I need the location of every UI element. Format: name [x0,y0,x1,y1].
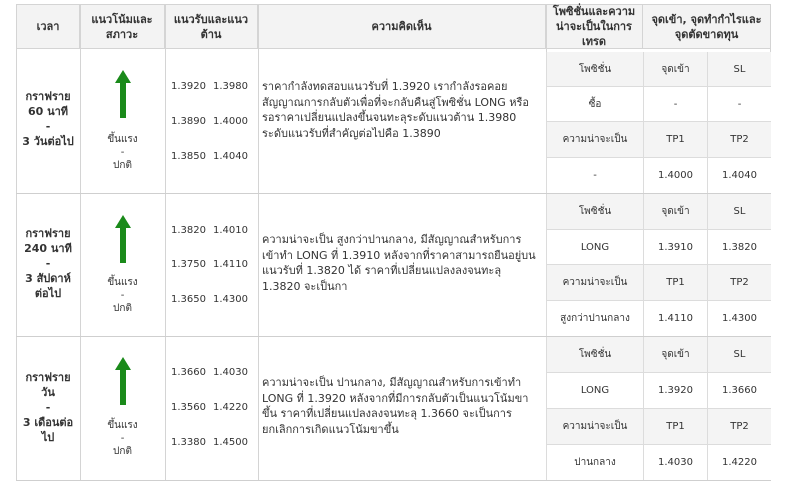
grid-cell: จุดเข้า [643,194,707,230]
time-line: กราฟราย [25,227,71,240]
grid-cell: สูงกว่าปานกลาง [546,301,643,336]
grid-cell: TP1 [643,409,707,445]
trend-strength: ขึ้นแรง [107,277,138,288]
up-arrow-icon [115,357,131,405]
trend-sep: - [120,147,125,158]
up-arrow-icon [115,215,131,263]
grid-cell: 1.3820 [707,230,771,265]
grid-cell: โพซิชั่น [546,337,643,373]
trend-text [80,419,165,458]
trend-sep: - [120,290,125,301]
grid-cell: 1.4030 [643,445,707,480]
header-trend: แนวโน้มและสภาวะ [80,4,165,49]
grid-cell: TP1 [643,265,707,301]
support-level: 1.3750 [171,259,206,270]
resistance-level: 1.4030 [213,367,248,378]
time-line: 60 นาที [27,105,69,118]
trend-text [80,133,165,172]
grid-cell: โพซิชั่น [546,194,643,230]
grid-cell: TP2 [707,409,771,445]
grid-cell: ความน่าจะเป็น [546,122,643,158]
analysis-table [16,4,771,481]
trend-state: ปกติ [113,303,132,314]
support-level: 1.3380 [171,437,206,448]
support-level: 1.3820 [171,225,206,236]
grid-cell: โพซิชั่น [546,52,643,87]
resistance-level: 1.4040 [213,151,248,162]
resistance-level: 1.4110 [213,259,248,270]
grid-cell: 1.4220 [707,445,771,480]
grid-cell: ปานกลาง [546,445,643,480]
trend-text [80,276,165,315]
trend-sep: - [120,433,125,444]
col-divider [165,4,166,481]
comment-text: ความน่าจะเป็น ปานกลาง, มีสัญญาณสำหรับการเข้าทำ LONG ที่ 1.3920 หลังจากที่มีการกลับตัวเป็นแนวโน้มขาขึ้น ราคาที่เปลี่ยนแปลงลงจนทะลุ 1.3660 จะเป็นการยกเลิกการเกิดแนวโน้มขาขึ้น [262,376,529,436]
time-line: 3 เดือนต่อ [22,416,74,429]
grid-cell: LONG [546,373,643,409]
header-time: เวลา [16,4,80,49]
grid-cell: 1.4110 [643,301,707,336]
time-line: ไป [41,431,55,444]
grid-cell: - [546,158,643,193]
resistance-level: 1.4010 [213,225,248,236]
row-time [16,370,80,445]
comment-text: ความน่าจะเป็น สูงกว่าปานกลาง, มีสัญญาณสำหรับการเข้าทำ LONG ที่ 1.3910 หลังจากที่ราคาสามารถยืนอยู่บนแนวรับที่ 1.3820 ได้ ราคาที่เปลี่ยนแปลงลงจนทะลุ 1.3820 จะเป็นกา [262,233,536,293]
grid-cell: ความน่าจะเป็น [546,265,643,301]
resistance-level: 1.4000 [213,116,248,127]
comment-text: ราคากำลังทดสอบแนวรับที่ 1.3920 เรากำลังรอคอยสัญญาณการกลับตัวเพื่อที่จะกลับคืนสู่โพซิชั่น LONG หรือรอราคาเปลี่ยนแปลงขึ้นจนทะลุระดับแนวต้าน 1.3980 ระดับแนวรับที่สำคัญต่อไปคือ 1.3890 [262,80,530,140]
trend-state: ปกติ [113,446,132,457]
grid-cell: จุดเข้า [643,337,707,373]
resistance-level: 1.4300 [213,294,248,305]
grid-cell: TP2 [707,265,771,301]
position-grid [546,194,771,336]
support-level: 1.3890 [171,116,206,127]
grid-cell: 1.3910 [643,230,707,265]
time-line: 3 สัปดาห์ [25,272,71,285]
col-divider [258,4,259,481]
grid-cell: SL [707,194,771,230]
time-line: - [45,257,51,270]
support-level: 1.3650 [171,294,206,305]
grid-cell: SL [707,337,771,373]
resistance-level: 1.3980 [213,81,248,92]
grid-cell: 1.3660 [707,373,771,409]
grid-cell: TP1 [643,122,707,158]
row-time [16,226,80,301]
grid-cell: 1.3920 [643,373,707,409]
time-line: - [45,401,51,414]
row-divider [16,480,771,481]
time-line: กราฟราย [25,90,71,103]
time-line: 240 นาที [24,242,72,255]
row-time [16,89,80,149]
time-line: ต่อไป [34,287,62,300]
support-level: 1.3660 [171,367,206,378]
grid-cell: LONG [546,230,643,265]
up-arrow-icon [115,70,131,118]
resistance-level: 1.4220 [213,402,248,413]
header-targets: จุดเข้า, จุดทำกำไรและจุดตัดขาดทุน [643,4,771,49]
header-position: โพซิชั่นและความน่าจะเป็นในการเทรด [546,4,643,49]
support-level: 1.3850 [171,151,206,162]
resistance-level: 1.4500 [213,437,248,448]
trend-strength: ขึ้นแรง [107,134,138,145]
position-grid [546,52,771,193]
grid-cell: ซื้อ [546,87,643,122]
grid-cell: จุดเข้า [643,52,707,87]
trend-strength: ขึ้นแรง [107,420,138,431]
grid-cell: - [707,87,771,122]
grid-cell: 1.4000 [643,158,707,193]
header-levels: แนวรับและแนวต้าน [165,4,258,49]
support-level: 1.3560 [171,402,206,413]
grid-cell: ความน่าจะเป็น [546,409,643,445]
grid-cell: 1.4300 [707,301,771,336]
trend-state: ปกติ [113,160,132,171]
time-line: วัน [41,386,55,399]
support-level: 1.3920 [171,81,206,92]
grid-cell: SL [707,52,771,87]
grid-cell: TP2 [707,122,771,158]
grid-cell: 1.4040 [707,158,771,193]
grid-cell: - [643,87,707,122]
position-grid [546,337,771,480]
col-divider [80,4,81,481]
time-line: กราฟราย [25,371,71,384]
header-comment: ความคิดเห็น [258,4,546,49]
time-line: - [45,120,51,133]
time-line: 3 วันต่อไป [22,135,74,148]
